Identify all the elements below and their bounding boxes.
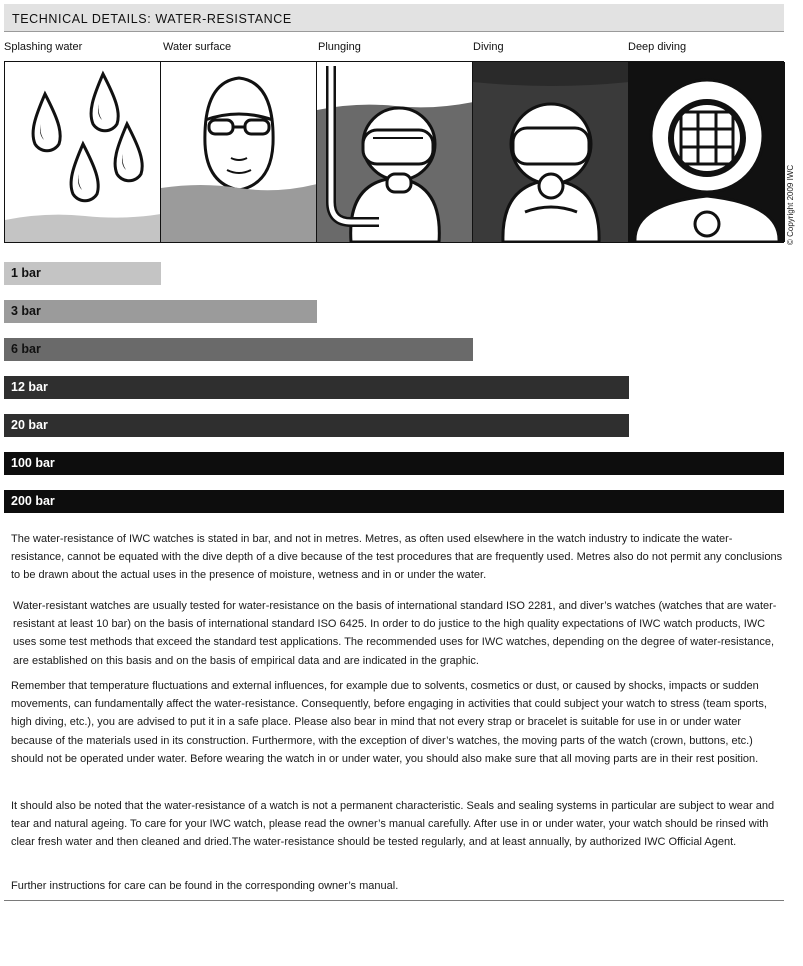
paragraph-further-instructions: Further instructions for care can be found in the corresponding owner’s manual. (11, 880, 399, 892)
panel-diving (473, 62, 629, 242)
paragraph-ageing: It should also be noted that the water-resistance of a watch is not a permanent characteristic. Seals and sealing systems in particular are subject to wear and tear and natural ageing. To care for your IWC watch, please read the owner’s manual carefully. After use in or under water, your watch should be rinsed with clear fresh water and then cleaned and dried.The water-resistance should be tested regularly, and at least annually, by authorized IWC Official Agent. (11, 800, 775, 849)
bar-label: 200 bar (11, 494, 55, 508)
diving-helmet-icon (629, 62, 785, 242)
panel-water-surface (161, 62, 317, 242)
bar-label: 6 bar (11, 342, 41, 356)
bar-12-bar (4, 376, 629, 399)
diver-icon (473, 62, 629, 242)
bar-20-bar (4, 414, 629, 437)
header-bar (4, 4, 784, 32)
panel-label-deep-diving: Deep diving (628, 41, 687, 53)
paragraph-testing: Water-resistant watches are usually tested for water-resistance on the basis of international standard ISO 2281, and diver’s watches (watches that are water-resistant at least 10 bar) on the basis of international standard ISO 6425. In order to do justice to the high quality expectations of IWC watch products, IWC uses some test methods that exceed the standard test applications. The recommended uses for IWC watches, depending on the degree of water-resistance, are established on this basis and on the basis of empirical data and are indicated in the graphic. (13, 600, 777, 667)
bar-label: 1 bar (11, 266, 41, 280)
bar-3-bar (4, 300, 317, 323)
bar-label: 100 bar (11, 456, 55, 470)
panel-splashing-water (5, 62, 161, 242)
paragraph-external-influences: Remember that temperature fluctuations and external influences, for example due to solvents, cosmetics or dust, or caused by shocks, impacts or sudden movements, can fundamentally affect the water-resistance. Consequently, before engaging in activities that could subject your watch to stress (team sports, high diving, etc.), you are advised to put it in a safe place. Please also bear in mind that not every strap or bracelet is suitable for use in or under water because of the materials used in its construction. Furthermore, with the exception of diver’s watches, the moving parts of the watch (crown, buttons, etc.) should not be operated under water. Before wearing the watch in or under water, you should also make sure that all moving parts are in their rest position. (11, 680, 767, 765)
bar-label: 3 bar (11, 304, 41, 318)
illustration-strip (4, 61, 784, 243)
bar-1-bar (4, 262, 161, 285)
panel-deep-diving (629, 62, 785, 242)
paragraph-units: The water-resistance of IWC watches is stated in bar, and not in metres. Metres, as often used elsewhere in the watch industry to indicate the water-resistance, cannot be equated with the dive depth of a dive because of the test procedures that are frequently used. Metres also do not permit any conclusions to be drawn about the actual uses in the presence of moisture, wetness and in or under the water. (11, 533, 783, 582)
swimmer-icon (161, 62, 317, 242)
bar-6-bar (4, 338, 473, 361)
panel-label-splashing-water: Splashing water (4, 41, 83, 53)
water-drops-icon (5, 62, 161, 242)
bar-label: 20 bar (11, 418, 48, 432)
panel-label-plunging: Plunging (318, 41, 361, 53)
bar-label: 12 bar (11, 380, 48, 394)
copyright-notice: © Copyright 2009 IWC (786, 164, 795, 245)
page-title: TECHNICAL DETAILS: WATER-RESISTANCE (12, 12, 292, 26)
bar-100-bar (4, 452, 784, 475)
bar-200-bar (4, 490, 784, 513)
bottom-divider (4, 900, 784, 901)
snorkeler-icon (317, 62, 473, 242)
panel-label-diving: Diving (473, 41, 504, 53)
panel-label-water-surface: Water surface (163, 41, 232, 53)
panel-plunging (317, 62, 473, 242)
